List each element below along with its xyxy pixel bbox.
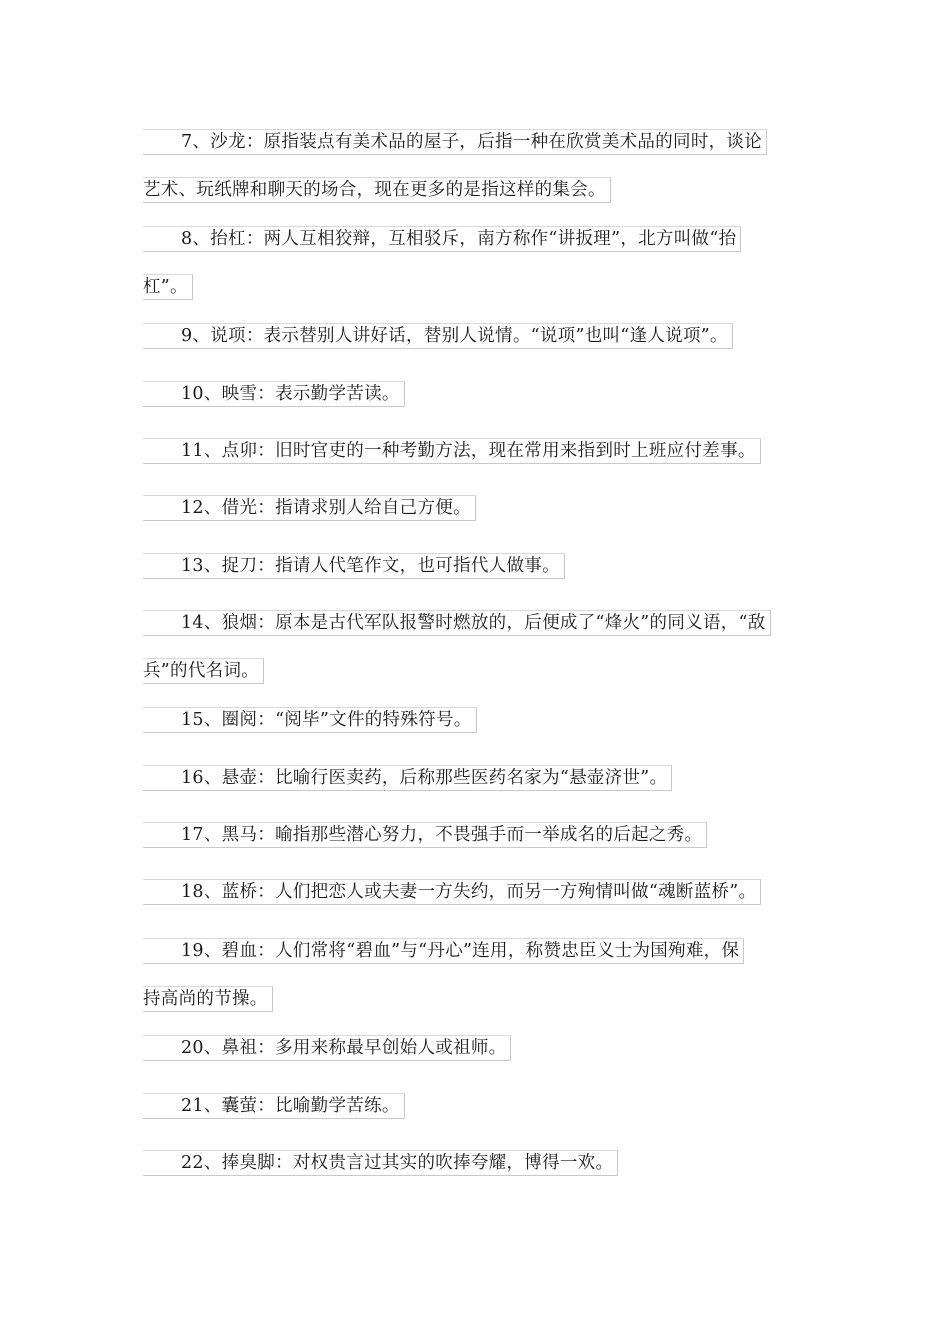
entry-12 <box>143 483 807 531</box>
entry-14 <box>143 598 807 694</box>
entry-line: 13、捉刀：指请人代笔作文，也可指代人做事。 <box>143 553 565 579</box>
entry-16 <box>143 753 807 801</box>
entry-21 <box>143 1081 807 1129</box>
entry-line: 杠”。 <box>143 274 193 300</box>
entry-13 <box>143 541 807 589</box>
entry-line: 艺术、玩纸牌和聊天的场合，现在更多的是指这样的集会。 <box>143 177 611 203</box>
entry-line: 11、点卯：旧时官吏的一种考勤方法，现在常用来指到时上班应付差事。 <box>143 438 761 464</box>
entry-17 <box>143 810 807 858</box>
entry-line: 18、蓝桥：人们把恋人或夫妻一方失约，而另一方殉情叫做“魂断蓝桥”。 <box>143 879 761 905</box>
entry-line: 14、狼烟：原本是古代军队报警时燃放的，后便成了“烽火”的同义语，“敌 <box>143 610 771 636</box>
entry-line: 17、黑马：喻指那些潜心努力，不畏强手而一举成名的后起之秀。 <box>143 822 707 848</box>
entry-line: 20、鼻祖：多用来称最早创始人或祖师。 <box>143 1035 511 1061</box>
entry-line: 16、悬壶：比喻行医卖药，后称那些医药名家为“悬壶济世”。 <box>143 765 672 791</box>
entry-9 <box>143 311 807 359</box>
entry-22 <box>143 1138 807 1186</box>
entry-7 <box>143 117 807 213</box>
entry-line: 22、捧臭脚：对权贵言过其实的吹捧夸耀，博得一欢。 <box>143 1150 618 1176</box>
entry-19 <box>143 926 807 1022</box>
entry-8 <box>143 214 807 310</box>
entry-line: 21、囊萤：比喻勤学苦练。 <box>143 1093 405 1119</box>
entry-11 <box>143 426 807 474</box>
entry-line: 7、沙龙：原指装点有美术品的屋子，后指一种在欣赏美术品的同时，谈论 <box>143 129 767 155</box>
entry-line: 12、借光：指请求别人给自己方便。 <box>143 495 476 521</box>
entry-line: 持高尚的节操。 <box>143 986 273 1012</box>
entry-line: 10、映雪：表示勤学苦读。 <box>143 381 405 407</box>
entry-15 <box>143 695 807 743</box>
entry-line: 19、碧血：人们常将“碧血”与“丹心”连用，称赞忠臣义士为国殉难，保 <box>143 938 744 964</box>
entry-20 <box>143 1023 807 1071</box>
entry-18 <box>143 867 807 915</box>
entry-10 <box>143 369 807 417</box>
entry-line: 9、说项：表示替别人讲好话，替别人说情。“说项”也叫“逢人说项”。 <box>143 323 733 349</box>
entry-line: 8、抬杠：两人互相狡辩，互相驳斥，南方称作“讲扳理”，北方叫做“抬 <box>143 226 741 252</box>
entry-line: 15、圈阅：“阅毕”文件的特殊符号。 <box>143 707 477 733</box>
entry-line: 兵”的代名词。 <box>143 658 264 684</box>
